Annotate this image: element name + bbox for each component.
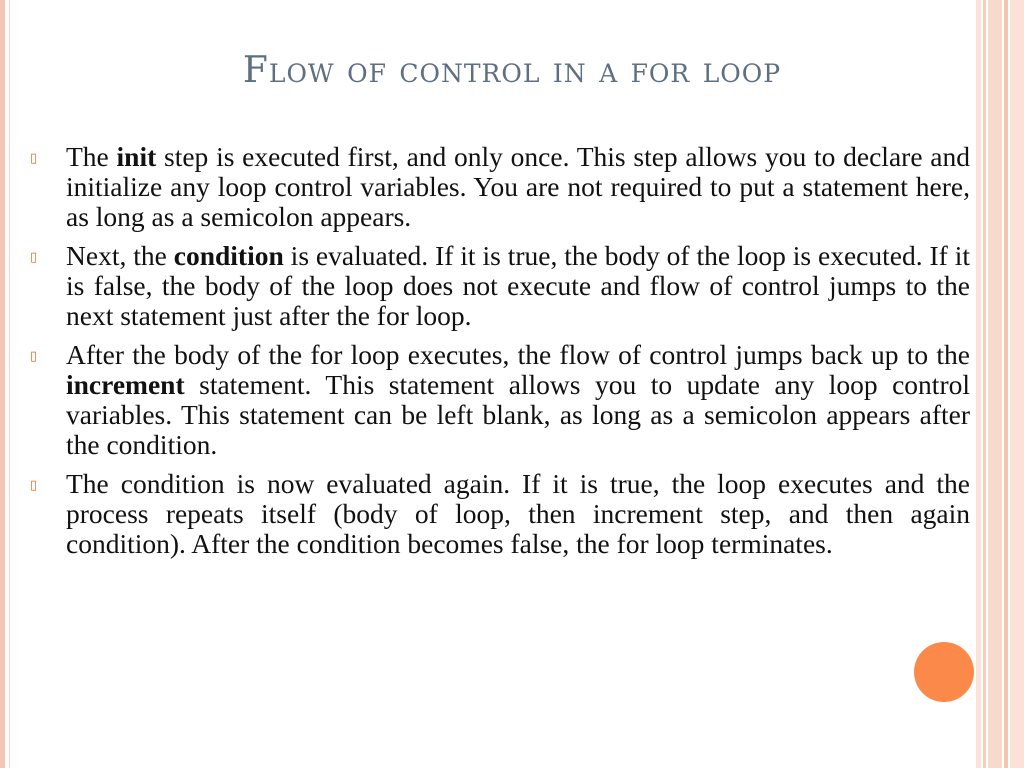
bullet-list: [30, 142, 970, 568]
bullet-icon: ▯: [30, 478, 38, 493]
slide-title: Flow of control in a for loop: [242, 50, 782, 91]
bullet-icon: ▯: [30, 250, 38, 265]
bullet-text: The condition is now evaluated again. If it is true, the loop executes and the process repeats itself (body of loop, then increment step, and then again condition). After the condition becomes false, the for loop terminates.: [66, 468, 970, 559]
bullet-icon: ▯: [30, 151, 38, 166]
right-edge-stripes: [976, 0, 1024, 768]
bullet-text: After the body of the for loop executes, the flow of control jumps back up to the increment statement. This statement allows you to update any loop control variables. This statement can be left blank, as long as a semicolon appears after the condition.: [66, 339, 970, 460]
bullet-text: Next, the condition is evaluated. If it is true, the body of the loop is executed. If it is false, the body of the loop does not execute and flow of control jumps to the next statement just after the for loop.: [66, 240, 971, 331]
bullet-text: The init step is executed first, and only once. This step allows you to declare and initialize any loop control variables. You are not required to put a statement here, as long as a semicolon appears.: [66, 141, 970, 232]
orange-circle-decoration: [914, 642, 974, 702]
bullet-icon: ▯: [30, 349, 38, 364]
bullet-item: [30, 142, 970, 241]
bullet-item: [30, 241, 970, 340]
bullet-item: [30, 469, 970, 568]
left-edge-border: [0, 0, 10, 768]
bullet-item: [30, 340, 970, 469]
